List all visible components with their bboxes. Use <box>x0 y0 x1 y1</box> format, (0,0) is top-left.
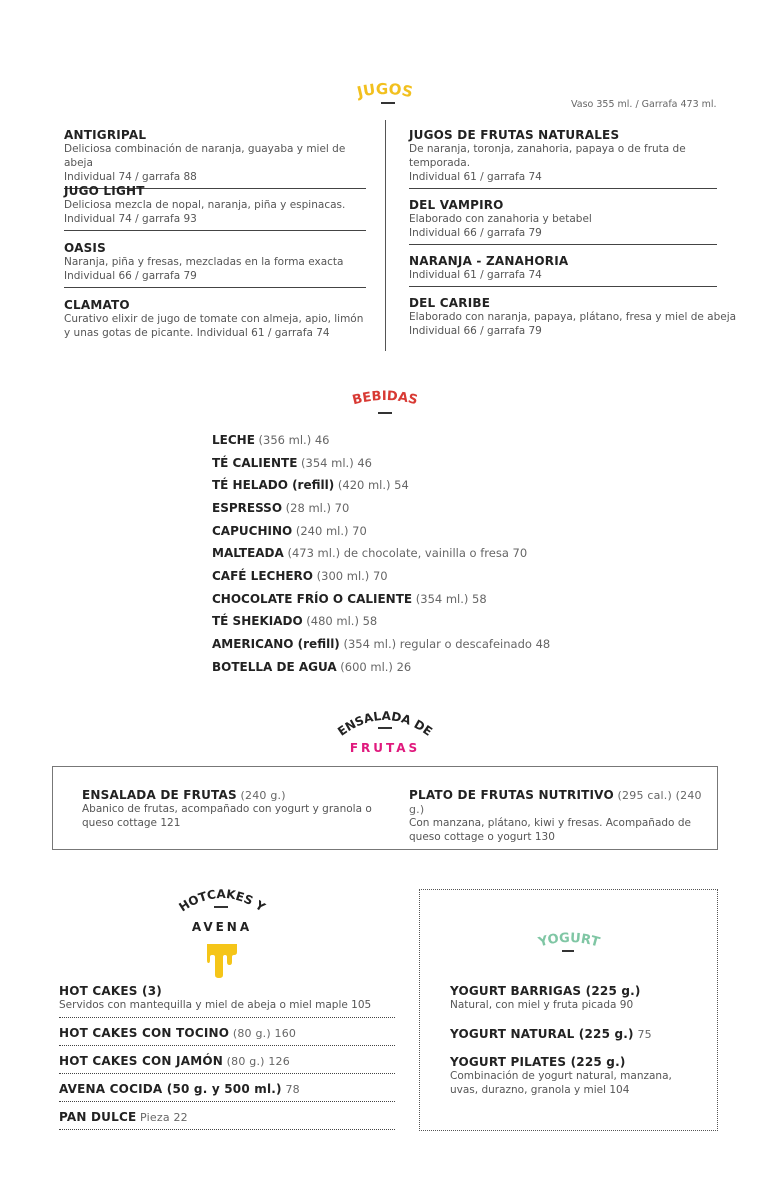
svg-text:YOGURT: YOGURT <box>536 930 602 951</box>
hotcakes-title-avena: AVENA <box>191 920 253 934</box>
jugos-title <box>330 70 440 110</box>
yogurt-title-dash <box>562 950 574 952</box>
yogurt-item: YOGURT NATURAL (225 g.) 75 <box>450 1027 652 1041</box>
hotcakes-item: PAN DULCE Pieza 22 <box>59 1110 395 1130</box>
bebidas-title <box>330 376 440 416</box>
jugo-item-caribe: DEL CARIBE Elaborado con naranja, papaya, plátano, fresa y miel de abeja Individual 66 / garrafa 79 <box>409 296 737 337</box>
hotcakes-title-dash <box>214 906 228 908</box>
honey-drip-icon <box>206 943 238 979</box>
bebidas-title-dash <box>378 412 392 414</box>
jugo-item-frutas-naturales: JUGOS DE FRUTAS NATURALES De naranja, toronja, zanahoria, papaya o de fruta de temporada. Individual 61 / garrafa 74 <box>409 128 717 189</box>
bebida-item: TÉ HELADO (refill) (420 ml.) 54 <box>212 478 409 492</box>
jugo-item-oasis: OASIS Naranja, piña y fresas, mezcladas en la forma exacta Individual 66 / garrafa 79 <box>64 241 366 288</box>
ensalada-item-plato-nutritivo: PLATO DE FRUTAS NUTRITIVO (295 cal.) (240 g.) Con manzana, plátano, kiwi y fresas. Acompañado de queso cottage o yogurt 130 <box>409 788 702 843</box>
jugo-item-light: JUGO LIGHT Deliciosa mezcla de nopal, naranja, piña y espinacas. Individual 74 / garrafa 93 <box>64 184 366 231</box>
jugo-item-antigripal: ANTIGRIPAL Deliciosa combinación de naranja, guayaba y miel de abeja Individual 74 / garrafa 88 <box>64 128 366 189</box>
bebida-item: BOTELLA DE AGUA (600 ml.) 26 <box>212 660 412 674</box>
jugos-title-dash <box>381 102 395 104</box>
svg-text:ENSALADA DE: ENSALADA DE <box>335 708 435 739</box>
jugos-divider <box>385 120 386 351</box>
jugo-item-naranja-zanahoria: NARANJA - ZANAHORIA Individual 61 / garrafa 74 <box>409 254 717 287</box>
svg-text:HOTCAKES Y: HOTCAKES Y <box>176 886 268 915</box>
svg-text:BEBIDAS: BEBIDAS <box>350 388 420 409</box>
hotcakes-item: HOT CAKES (3) Servidos con mantequilla y miel de abeja o miel maple 105 <box>59 984 395 1018</box>
svg-text:JUGOS: JUGOS <box>355 79 415 102</box>
yogurt-item: YOGURT BARRIGAS (225 g.) Natural, con miel y fruta picada 90 <box>450 984 641 1011</box>
bebida-item: MALTEADA (473 ml.) de chocolate, vainilla o fresa 70 <box>212 546 528 560</box>
yogurt-item: YOGURT PILATES (225 g.) Combinación de yogurt natural, manzana, uvas, durazno, granola y miel 104 <box>450 1055 672 1096</box>
ensalada-item-frutas: ENSALADA DE FRUTAS (240 g.) Abanico de frutas, acompañado con yogurt y granola o queso cottage 121 <box>82 788 372 829</box>
hotcakes-item: AVENA COCIDA (50 g. y 500 ml.) 78 <box>59 1082 395 1102</box>
hotcakes-item: HOT CAKES CON JAMÓN (80 g.) 126 <box>59 1054 395 1074</box>
bebida-item: ESPRESSO (28 ml.) 70 <box>212 501 350 515</box>
jugo-item-clamato: CLAMATO Curativo elixir de jugo de tomate con almeja, apio, limón y unas gotas de picante. Individual 61 / garrafa 74 <box>64 298 364 339</box>
bebida-item: TÉ CALIENTE (354 ml.) 46 <box>212 456 372 470</box>
jugo-item-vampiro: DEL VAMPIRO Elaborado con zanahoria y betabel Individual 66 / garrafa 79 <box>409 198 717 245</box>
hotcakes-item: HOT CAKES CON TOCINO (80 g.) 160 <box>59 1026 395 1046</box>
ensalada-title-dash <box>378 727 392 729</box>
bebida-item: LECHE (356 ml.) 46 <box>212 433 330 447</box>
bebida-item: TÉ SHEKIADO (480 ml.) 58 <box>212 614 378 628</box>
bebida-item: CAFÉ LECHERO (300 ml.) 70 <box>212 569 388 583</box>
jugos-size-note: Vaso 355 ml. / Garrafa 473 ml. <box>571 99 717 110</box>
bebida-item: AMERICANO (refill) (354 ml.) regular o descafeinado 48 <box>212 637 551 651</box>
bebida-item: CAPUCHINO (240 ml.) 70 <box>212 524 367 538</box>
ensalada-title-frutas: FRUTAS <box>349 741 421 755</box>
bebida-item: CHOCOLATE FRÍO O CALIENTE (354 ml.) 58 <box>212 592 487 606</box>
